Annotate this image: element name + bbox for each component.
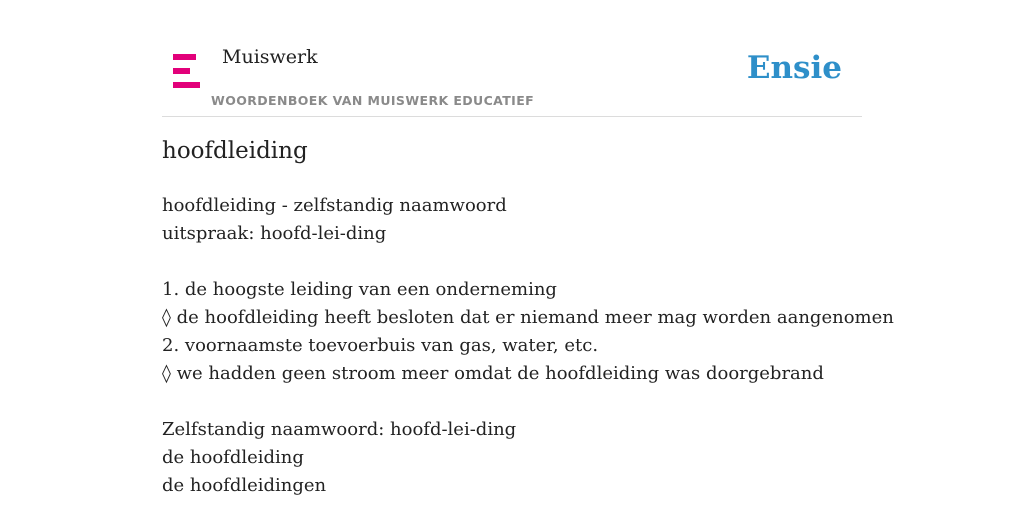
muiswerk-logo-icon[interactable] [173, 54, 200, 88]
entry-line-example-1: ◊ de hoofdleiding heeft besloten dat er niemand meer mag worden aangenomen [162, 307, 894, 328]
ensie-logo[interactable]: Ensie [746, 50, 842, 86]
entry-line-blank [162, 388, 882, 416]
brand-subtitle: WOORDENBOEK VAN MUISWERK EDUCATIEF [211, 93, 535, 108]
header [162, 0, 862, 117]
entry-line-singular: de hoofdleiding [162, 447, 304, 468]
entry-line-example-2: ◊ we hadden geen stroom meer omdat de hoofdleiding was doorgebrand [162, 363, 824, 384]
entry-line-definition-1: 1. de hoogste leiding van een onderneming [162, 279, 557, 300]
entry-line-plural: de hoofdleidingen [162, 475, 327, 496]
entry-line-blank [162, 248, 882, 276]
entry-line-grammar: Zelfstandig naamwoord: hoofd-lei-ding [162, 419, 517, 440]
entry-body [162, 192, 894, 500]
page [162, 0, 894, 512]
brand-name[interactable]: Muiswerk [222, 46, 318, 68]
page-title: hoofdleiding [162, 138, 308, 164]
entry-line-definition-2: 2. voornaamste toevoerbuis van gas, water, etc. [162, 335, 599, 356]
entry-line-word-type: hoofdleiding - zelfstandig naamwoord [162, 195, 507, 216]
entry-line-pronunciation: uitspraak: hoofd-lei-ding [162, 223, 387, 244]
